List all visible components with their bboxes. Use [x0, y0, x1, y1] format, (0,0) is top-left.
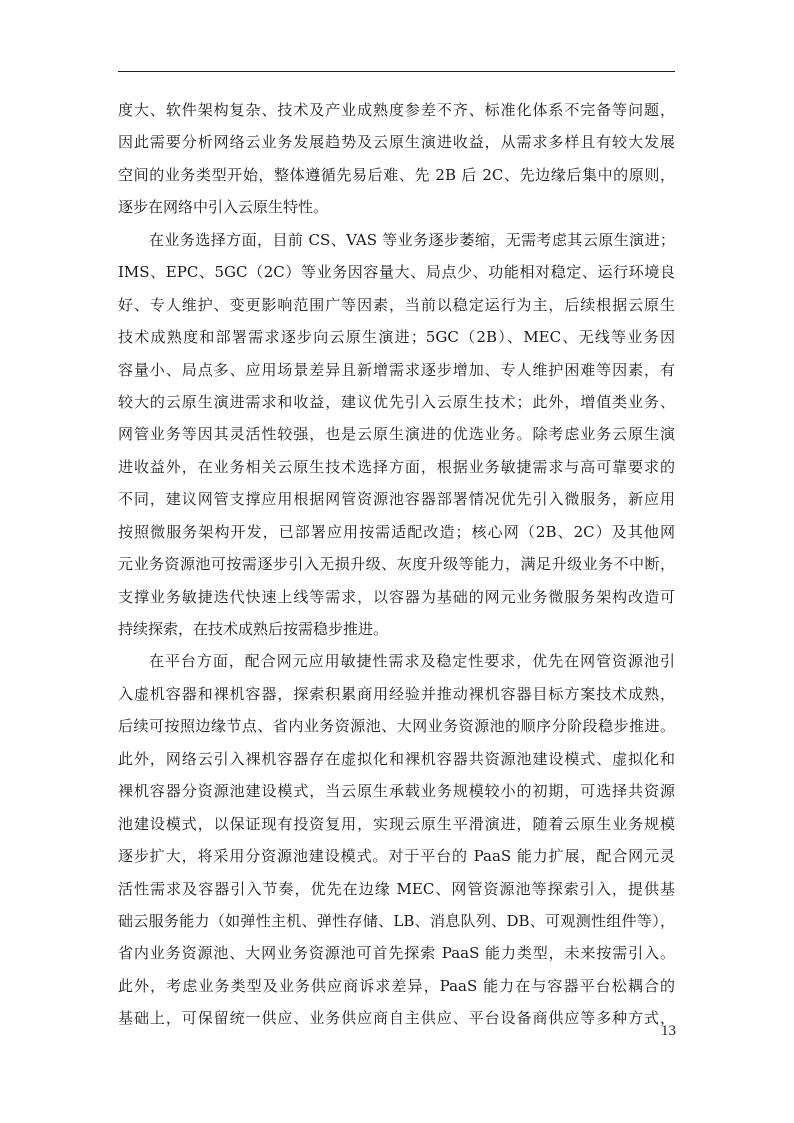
text-line: 活性需求及容器引入节奏，优先在边缘 MEC、网管资源池等探索引入，提供基	[118, 879, 675, 898]
text-line: 逐步扩大，将采用分资源池建设模式。对于平台的 PaaS 能力扩展，配合网元灵	[118, 847, 675, 866]
text-line: IMS、EPC、5GC（2C）等业务因容量大、局点少、功能相对稳定、运行环境良	[118, 263, 675, 282]
text-line: 好、专人维护、变更影响范围广等因素，当前以稳定运行为主，后续根据云原生	[118, 295, 675, 314]
text-line: 基础上，可保留统一供应、业务供应商自主供应、平台设备商供应等多种方式，	[118, 1009, 675, 1028]
text-line: 逐步在网络中引入云原生特性。	[118, 198, 329, 217]
text-line: 进收益外，在业务相关云原生技术选择方面，根据业务敏捷需求与高可靠要求的	[118, 457, 675, 476]
text-line: 按照微服务架构开发，已部署应用按需适配改造；核心网（2B、2C）及其他网	[118, 522, 675, 541]
text-line: 持续探索，在技术成熟后按需稳步推进。	[118, 620, 389, 638]
text-line: 省内业务资源池、大网业务资源池可首先探索 PaaS 能力类型，未来按需引入。	[118, 944, 675, 963]
text-line: 此外，考虑业务类型及业务供应商诉求差异，PaaS 能力在与容器平台松耦合的	[118, 976, 675, 995]
paragraph-1	[118, 94, 675, 224]
page-number: 13	[661, 1023, 676, 1039]
body-text	[118, 94, 675, 1035]
text-line: 此外，网络云引入裸机容器存在虚拟化和裸机容器共资源池建设模式、虚拟化和	[118, 749, 675, 768]
text-line: 础云服务能力（如弹性主机、弹性存储、LB、消息队列、DB、可观测性组件等），	[118, 911, 675, 930]
text-line: 度大、软件架构复杂、技术及产业成熟度参差不齐、标准化体系不完备等问题，	[118, 101, 675, 119]
text-line: 元业务资源池可按需逐步引入无损升级、灰度升级等能力，满足升级业务不中断，	[118, 555, 675, 574]
text-line: 池建设模式，以保证现有投资复用，实现云原生平滑演进，随着云原生业务规模	[118, 814, 675, 833]
text-line: 网管业务等因其灵活性较强，也是云原生演进的优选业务。除考虑业务云原生演	[118, 425, 675, 444]
text-line: 在平台方面，配合网元应用敏捷性需求及稳定性要求，优先在网管资源池引	[149, 652, 675, 671]
text-line: 入虚机容器和裸机容器，探索积累商用经验并推动裸机容器目标方案技术成熟，	[118, 684, 675, 703]
text-line: 技术成熟度和部署需求逐步向云原生演进；5GC（2B）、MEC、无线等业务因	[118, 328, 675, 347]
text-line: 支撑业务敏捷迭代快速上线等需求，以容器为基础的网元业务微服务架构改造可	[118, 587, 675, 606]
text-line: 容量小、局点多、应用场景差异且新增需求逐步增加、专人维护困难等因素，有	[118, 360, 675, 379]
header-rule	[118, 71, 675, 72]
text-line: 因此需要分析网络云业务发展趋势及云原生演进收益，从需求多样且有较大发展	[118, 133, 675, 152]
paragraph-3	[118, 645, 675, 1034]
paragraph-2	[118, 224, 675, 646]
text-line: 空间的业务类型开始，整体遵循先易后难、先 2B 后 2C、先边缘后集中的原则，	[118, 165, 675, 184]
text-line: 裸机容器分资源池建设模式，当云原生承载业务规模较小的初期，可选择共资源	[118, 782, 675, 801]
text-line: 后续可按照边缘节点、省内业务资源池、大网业务资源池的顺序分阶段稳步推进。	[118, 717, 675, 736]
text-line: 较大的云原生演进需求和收益，建议优先引入云原生技术；此外，增值类业务、	[118, 392, 675, 411]
text-line: 不同，建议网管支撑应用根据网管资源池容器部署情况优先引入微服务，新应用	[118, 490, 675, 509]
text-line: 在业务选择方面，目前 CS、VAS 等业务逐步萎缩，无需考虑其云原生演进；	[149, 230, 675, 249]
